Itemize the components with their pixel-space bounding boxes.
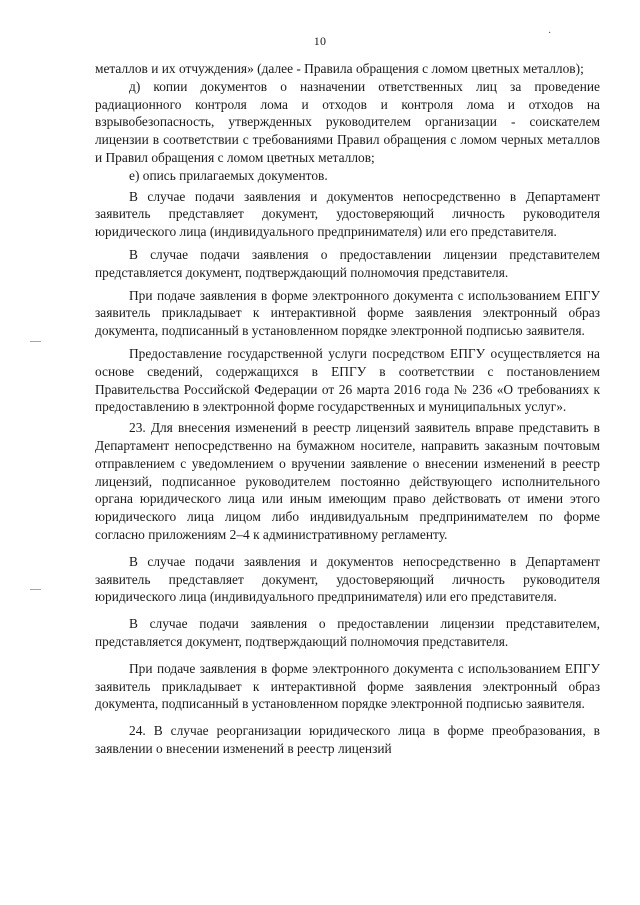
paragraph: В случае подачи заявления и документов непосредственно в Департамент заявитель представляет документ, удостоверяющий личность руководителя юридического лица (индивидуального предпринимателя) или его представителя. (95, 188, 600, 240)
paragraph: При подаче заявления в форме электронного документа с использованием ЕПГУ заявитель прикладывает к интерактивной форме заявления электронный образ документа, подписанный в установленном порядке электронной подписью заявителя. (95, 287, 600, 339)
clause-24: 24. В случае реорганизации юридического лица в форме преобразования, в заявлении о внесении изменений в реестр лицензий (95, 723, 600, 756)
clause-23: 23. Для внесения изменений в реестр лицензий заявитель вправе представить в Департамент непосредственно на бумажном носителе, направить заказным почтовым отправлением с уведомлением о вручении заявление о внесении изменений в реестр лицензий, подписанное руководителем постоянно действующего исполнительного органа юридического лица или иным имеющим право действовать от имени этого юридического лица лицом либо индивидуальным предпринимателем по форме согласно приложениям 2–4 к административному регламенту. (95, 420, 600, 542)
scan-speck: · (548, 28, 552, 39)
paragraph: При подаче заявления в форме электронного документа с использованием ЕПГУ заявитель прикладывает к интерактивной форме заявления электронный образ документа, подписанный в установленном порядке электронной подписью заявителя. (95, 660, 600, 712)
list-item-d: д) копии документов о назначении ответственных лиц за проведение радиационного контроля лома и отходов и контроля лома и отходов на взрывобезопасность, утвержденных руководителем организации - соискателем лицензии в соответствии с требованиями Правил обращения с ломом черных металлов и Правил обращения с ломом цветных металлов; (95, 78, 600, 165)
document-body (95, 60, 600, 758)
page-number: 10 (313, 34, 327, 48)
margin-mark: — (30, 335, 41, 347)
margin-mark: — (30, 583, 41, 595)
list-item-e: е) опись прилагаемых документов. (129, 167, 328, 183)
paragraph-continuation: металлов и их отчуждения» (далее - Правила обращения с ломом цветных металлов); (95, 61, 584, 76)
paragraph: Предоставление государственной услуги посредством ЕПГУ осуществляется на основе сведений, содержащихся в ЕПГУ в соответствии с постановлением Правительства Российской Федерации от 26 марта 2016 года № 236 «О требованиях к предоставлению в электронной форме государственных и муниципальных услуг». (95, 345, 600, 415)
paragraph: В случае подачи заявления о предоставлении лицензии представителем представляется документ, подтверждающий полномочия представителя. (95, 246, 600, 280)
paragraph: В случае подачи заявления и документов непосредственно в Департамент заявитель представляет документ, удостоверяющий личность руководителя юридического лица (индивидуального предпринимателя) или его представителя. (95, 553, 600, 605)
paragraph: В случае подачи заявления о предоставлении лицензии представителем, представляется документ, подтверждающий полномочия представителя. (95, 616, 600, 649)
